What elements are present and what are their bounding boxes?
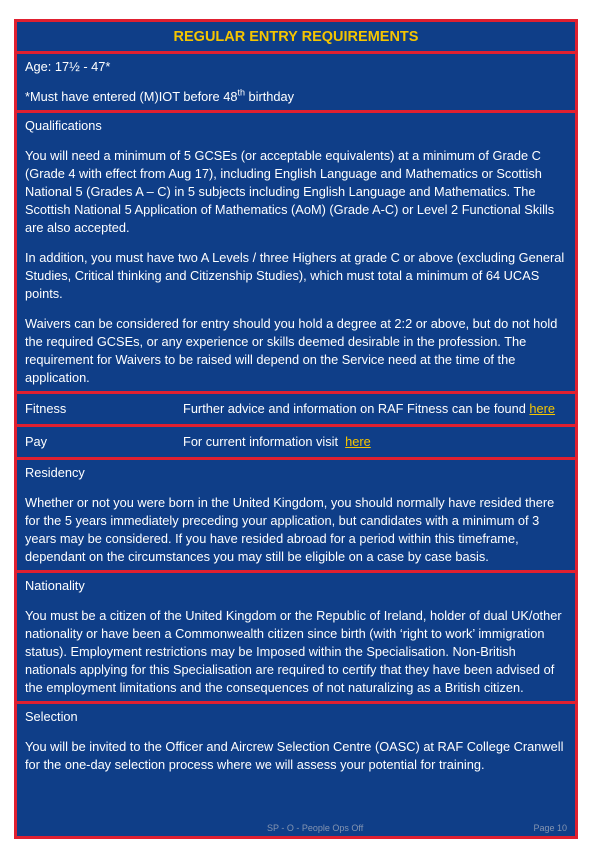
fitness-row [17, 394, 575, 427]
age-note-text: *Must have entered (M)IOT before 48 [25, 89, 238, 104]
pay-row [17, 427, 575, 460]
fitness-link[interactable]: here [529, 401, 556, 416]
qualifications-heading: Qualifications [25, 118, 102, 133]
age-range: Age: 17½ - 47* [25, 59, 111, 74]
age-section [17, 54, 575, 113]
age-note-sup: th [237, 87, 245, 98]
page-footer [17, 822, 575, 836]
page-number: Page 10 [533, 823, 567, 833]
age-note [25, 88, 567, 106]
residency-section [17, 460, 575, 573]
fitness-info [183, 400, 555, 418]
selection-paragraph: You will be invited to the Officer and Aircrew Selection Centre (OASC) at RAF College Cranwell for the one-day selection process where we will assess your potential for training. [25, 739, 564, 772]
qualifications-waiver-paragraph: Waivers can be considered for entry should you hold a degree at 2:2 or above, but do not hold the required GCSEs, or any experience or skills deemed desirable in the profession. The requirement for Waivers to be raised will depend on the Service need at the time of the application. [25, 316, 558, 385]
pay-label: Pay [25, 434, 48, 449]
footer-reference: SP - O - People Ops Off [267, 823, 364, 833]
selection-heading: Selection [25, 709, 78, 724]
pay-text: For current information visit [183, 434, 346, 449]
requirements-panel [14, 19, 578, 839]
fitness-text: Further advice and information on RAF Fitness can be found [183, 401, 530, 416]
residency-heading: Residency [25, 465, 85, 480]
age-note-end: birthday [244, 89, 295, 104]
selection-section [17, 704, 575, 778]
residency-paragraph: Whether or not you were born in the United Kingdom, you should normally have resided there for the 5 years immediately preceding your application, but candidates with a minimum of 3 years may be considered. If you have resided abroad for a period within this timeframe, dependant on the circumstances you may still be eligible on a case by case basis. [25, 495, 555, 564]
page-title: REGULAR ENTRY REQUIREMENTS [17, 22, 575, 54]
nationality-section [17, 573, 575, 704]
nationality-paragraph: You must be a citizen of the United Kingdom or the Republic of Ireland, holder of dual UK/other nationality or have been a Commonwealth citizen since birth (with ‘right to work’ immigration status). Employment restrictions may be Imposed within the Specialisation. Non-British nationals applying for this Specialisation are required to certify that they have been advised of the employment limitations and the consequences of not naturalizing as a British citizen. [25, 608, 562, 695]
qualifications-gcse-paragraph: You will need a minimum of 5 GCSEs (or acceptable equivalents) at a minimum of Grade C (Grade 4 with effect from Aug 17), including English Language and Mathematics or Scottish National 5 (Grades A – C) in 5 subjects including English Language and Mathematics. The Scottish National 5 Application of Mathematics (AoM) (Grade A-C) or Level 2 Functional Skills are also accepted. [25, 148, 555, 235]
fitness-label: Fitness [25, 401, 67, 416]
qualifications-alevel-paragraph: In addition, you must have two A Levels / three Highers at grade C or above (excluding General Studies, Critical thinking and Citizenship Studies), which must total a minimum of 64 UCAS points. [25, 250, 565, 301]
nationality-heading: Nationality [25, 578, 85, 593]
pay-info [183, 433, 371, 451]
qualifications-section [17, 113, 575, 394]
pay-link[interactable]: here [345, 434, 371, 449]
